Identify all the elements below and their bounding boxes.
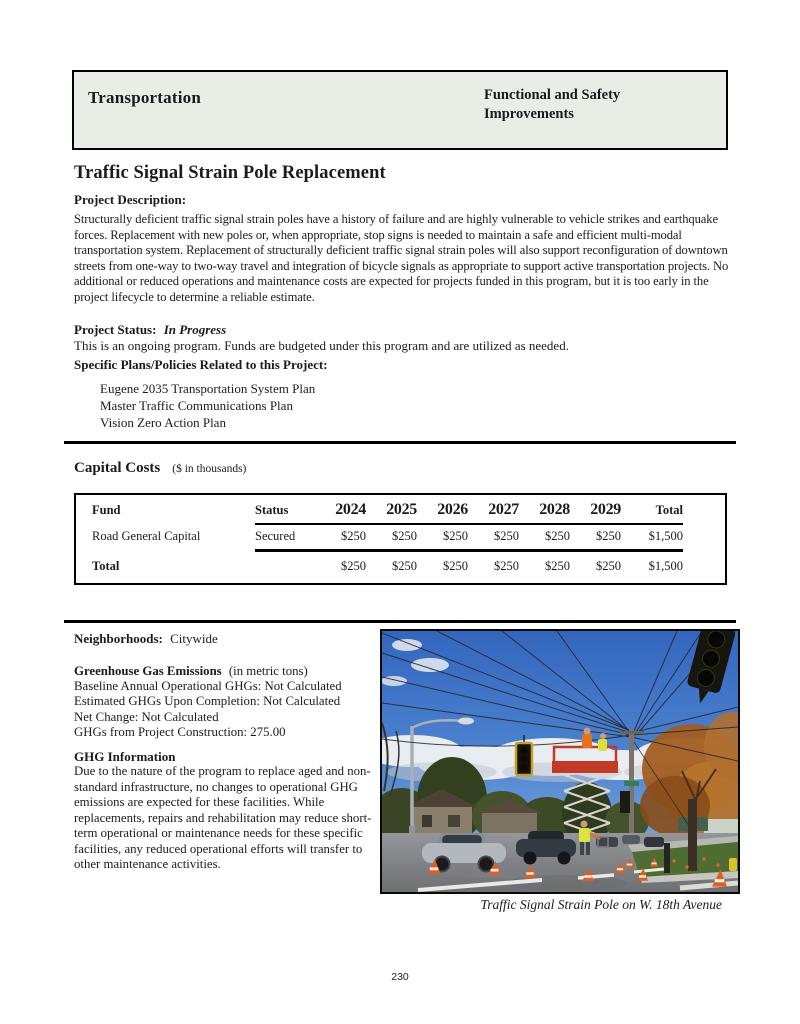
- neighborhoods-label: Neighborhoods:: [74, 631, 163, 646]
- project-status-block: [74, 322, 569, 354]
- neighborhoods-value: Citywide: [170, 631, 218, 646]
- ghg-line: Estimated GHGs Upon Completion: Not Calculated: [74, 694, 341, 709]
- capital-costs-title: Capital Costs: [74, 460, 161, 476]
- total-status-empty: [255, 551, 315, 575]
- total-2027: $250: [494, 559, 519, 573]
- column-header-total: Total: [621, 501, 683, 524]
- category-title: Transportation: [88, 88, 201, 107]
- ghg-info-text: Due to the nature of the program to replace aged and non-standard infrastructure, no changes to operational GHG emissions are expected for these facilities. While replacements, repairs and rehabilitation may reduce short-term operational or maintenance needs for these specific facilities, any reduced operational efforts will transfer to other maintenance activities.: [74, 764, 372, 871]
- section-divider-bottom: [64, 620, 736, 623]
- plans-list: [100, 381, 315, 431]
- column-header-fund: Fund: [92, 503, 121, 517]
- cell-status: Secured: [255, 524, 315, 551]
- page-number: 230: [391, 971, 409, 983]
- capital-costs-subtitle: ($ in thousands): [172, 463, 247, 475]
- ghg-label: Greenhouse Gas Emissions: [74, 664, 222, 678]
- total-2026: $250: [443, 559, 468, 573]
- project-status-note: This is an ongoing program. Funds are budgeted under this program and are utilized as needed.: [74, 338, 569, 353]
- capital-costs-table: [92, 501, 683, 574]
- project-status-line: [74, 322, 569, 338]
- project-title: Traffic Signal Strain Pole Replacement: [74, 163, 386, 183]
- ghg-info-heading: GHG Information: [74, 749, 176, 764]
- column-header-2027: 2027: [468, 501, 519, 524]
- photo-caption: Traffic Signal Strain Pole on W. 18th Avenue: [480, 897, 722, 912]
- total-2024: $250: [341, 559, 366, 573]
- neighborhoods-line: [74, 631, 218, 647]
- project-status-label: Project Status:: [74, 322, 157, 337]
- project-photo: [380, 629, 740, 894]
- ghg-line: Baseline Annual Operational GHGs: Not Calculated: [74, 679, 342, 694]
- total-label: Total: [92, 559, 120, 573]
- column-header-status: Status: [255, 501, 315, 524]
- capital-costs-heading: [74, 459, 246, 477]
- total-2028: $250: [545, 559, 570, 573]
- project-description-label: Project Description:: [74, 192, 187, 207]
- table-header-row: [92, 501, 683, 524]
- section-divider-top: [64, 441, 736, 444]
- total-total: $1,500: [648, 559, 683, 573]
- list-item: Eugene 2035 Transportation System Plan: [100, 381, 316, 396]
- capital-costs-box: [74, 493, 727, 585]
- cell-fund: Road General Capital: [92, 529, 201, 543]
- total-2029: $250: [596, 559, 621, 573]
- cell-2024: $250: [315, 524, 366, 551]
- column-header-2024: 2024: [315, 501, 366, 524]
- table-row: [92, 524, 683, 551]
- ghg-heading-line: [74, 664, 386, 679]
- ghg-units: (in metric tons): [228, 664, 308, 678]
- total-2025: $250: [392, 559, 417, 573]
- ghg-line: Net Change: Not Calculated: [74, 709, 219, 724]
- ghg-emissions-block: [74, 664, 386, 740]
- project-status-value: In Progress: [163, 322, 227, 337]
- column-header-2029: 2029: [570, 501, 621, 524]
- list-item: Master Traffic Communications Plan: [100, 397, 293, 413]
- ghg-line: GHGs from Project Construction: 275.00: [74, 724, 286, 739]
- table-total-row: [92, 551, 683, 575]
- cell-2026: $250: [417, 524, 468, 551]
- cell-2028: $250: [519, 524, 570, 551]
- category-header-box: [72, 70, 728, 150]
- cell-2025: $250: [366, 524, 417, 551]
- column-header-2026: 2026: [417, 501, 468, 524]
- project-description-text: Structurally deficient traffic signal strain poles have a history of failure and are highly vulnerable to vehicle strikes and earthquake forces. Replacement with new poles or, when appropriate, stop signs is needed to maintain a safe and efficient multi-modal transportation system. Replacement of structurally deficient traffic signal strain poles will also support reconfiguration of downtown streets from one-way to two-way travel and integration of bicycle signals as appropriate to support active transportation projects. No additional or reduced operations and maintenance costs are expected for projects funded in this program, but it is too early in the project lifecycle to determine a reliable estimate.: [74, 212, 729, 304]
- list-item: Vision Zero Action Plan: [100, 414, 226, 430]
- subcategory-title: Functional and Safety Improvements: [484, 87, 621, 122]
- plans-heading: Specific Plans/Policies Related to this Project:: [74, 357, 328, 372]
- column-header-2028: 2028: [519, 501, 570, 524]
- cell-total: $1,500: [621, 524, 683, 551]
- cell-2029: $250: [570, 524, 621, 551]
- cell-2027: $250: [468, 524, 519, 551]
- column-header-2025: 2025: [366, 501, 417, 524]
